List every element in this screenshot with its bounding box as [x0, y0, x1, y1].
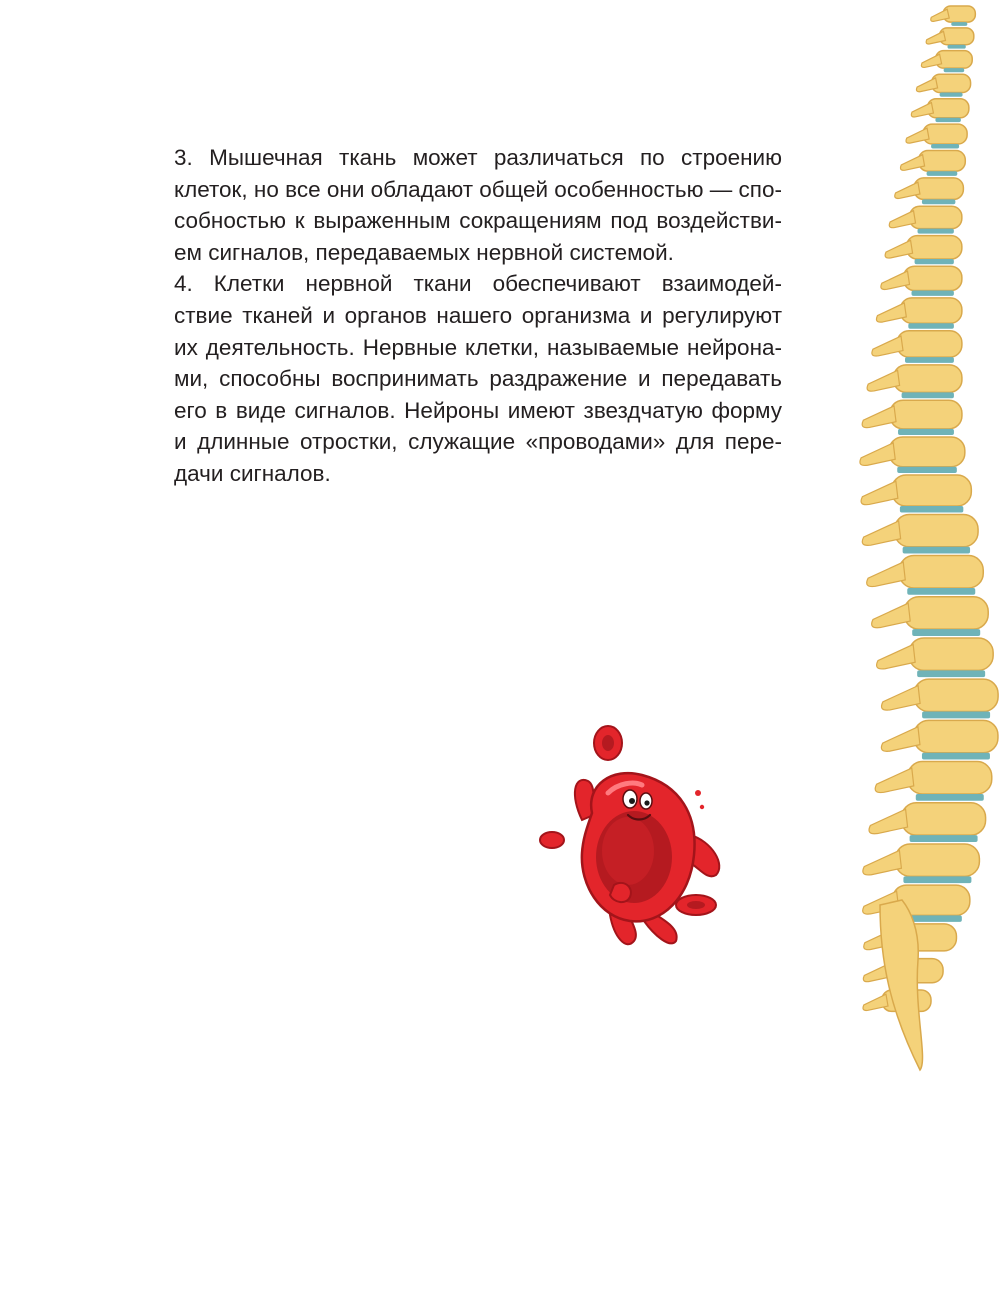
vertebra-process [877, 644, 916, 669]
vertebra-process [881, 271, 910, 289]
vertebra-process [862, 406, 896, 428]
vertebra [907, 236, 962, 259]
spine-disc [931, 144, 959, 149]
spine-disc [922, 712, 990, 719]
vertebra [894, 365, 962, 392]
spine-disc [908, 323, 954, 329]
vertebra-process [872, 603, 911, 628]
spine-disc [907, 588, 975, 595]
small-blood-cell-center [687, 901, 705, 909]
text-line: их деятельность. Нервные клетки, называемые нейрона- [174, 334, 782, 360]
spine-disc [902, 392, 954, 398]
vertebra [899, 556, 983, 588]
spine-disc [903, 547, 970, 554]
vertebra [914, 178, 963, 200]
vertebra-process [863, 850, 902, 875]
paragraph-muscle-tissue [124, 142, 782, 268]
spine-disc [900, 506, 963, 513]
vertebra [895, 844, 979, 876]
red-blood-cell-illustration [530, 715, 740, 955]
vertebra-process [872, 336, 903, 356]
spine-disc [916, 794, 984, 801]
vertebra [914, 720, 998, 752]
spine-disc [951, 22, 967, 26]
vertebra [892, 475, 971, 506]
vertebra [904, 597, 988, 629]
vertebra [914, 679, 998, 711]
vertebra-process [867, 370, 899, 391]
vertebra [889, 437, 965, 467]
spine-disc [915, 259, 954, 264]
vertebra [897, 331, 962, 357]
spine-disc [912, 629, 980, 636]
spine-disc [935, 118, 960, 122]
spine-disc [898, 429, 954, 435]
vertebra-process [867, 562, 906, 587]
text-line: дачи сигналов. [174, 460, 331, 486]
spine-illustration [810, 0, 1000, 1080]
vertebra-process [861, 481, 898, 504]
cell-hand [610, 883, 631, 902]
vertebra-process [875, 768, 914, 793]
text-line: 3. Мышечная ткань может различаться по строению [174, 145, 782, 170]
spine-disc [947, 45, 965, 49]
vertebra [932, 74, 971, 92]
vertebra-process [882, 686, 921, 711]
text-line: и длинные отростки, служащие «проводами» для пере- [174, 429, 782, 455]
text-line: ствие тканей и органов нашего организма и регулируют [174, 302, 782, 328]
text-block [124, 142, 782, 490]
spine-disc [918, 229, 954, 234]
spine-disc [903, 876, 971, 883]
text-line: ем сигналов, передаваемых нервной системой. [174, 239, 674, 265]
vertebra-process [860, 443, 895, 466]
spine-disc [922, 753, 990, 760]
vertebra [902, 803, 986, 835]
text-line: ми, способны воспринимать раздражение и передавать [174, 366, 782, 392]
spine-disc [910, 835, 978, 842]
vertebra [910, 206, 962, 228]
spine-disc [897, 467, 957, 473]
vertebra-process [881, 727, 920, 752]
vertebra [923, 124, 967, 144]
vertebra-process [869, 809, 908, 834]
vertebra [900, 298, 962, 323]
vertebra [908, 762, 992, 794]
vertebra [909, 638, 993, 670]
spine-disc [944, 68, 965, 72]
vertebra [904, 266, 962, 290]
vertebra-process [876, 303, 906, 322]
text-line: собностью к выраженным сокращениям под воздействи- [174, 208, 782, 234]
small-blood-cell-center [602, 735, 614, 751]
vertebra [927, 99, 968, 118]
spine-disc [922, 199, 955, 204]
vertebra-process [862, 521, 900, 545]
text-line: 4. Клетки нервной ткани обеспечивают взаимодей- [174, 271, 782, 297]
vertebra [919, 151, 966, 172]
spine-disc [940, 93, 963, 97]
spine-disc [912, 291, 954, 296]
small-blood-cell [540, 832, 564, 848]
vertebra [890, 400, 962, 429]
spine-disc [917, 670, 985, 677]
spine-disc [905, 357, 954, 363]
paragraph-nervous-tissue [124, 268, 782, 489]
vertebra [895, 515, 978, 547]
spine-disc [927, 171, 958, 176]
text-line: его в виде сигналов. Нейроны имеют звездчатую форму [174, 397, 782, 423]
text-line: клеток, но все они обладают общей особенностью — спо- [174, 176, 782, 202]
